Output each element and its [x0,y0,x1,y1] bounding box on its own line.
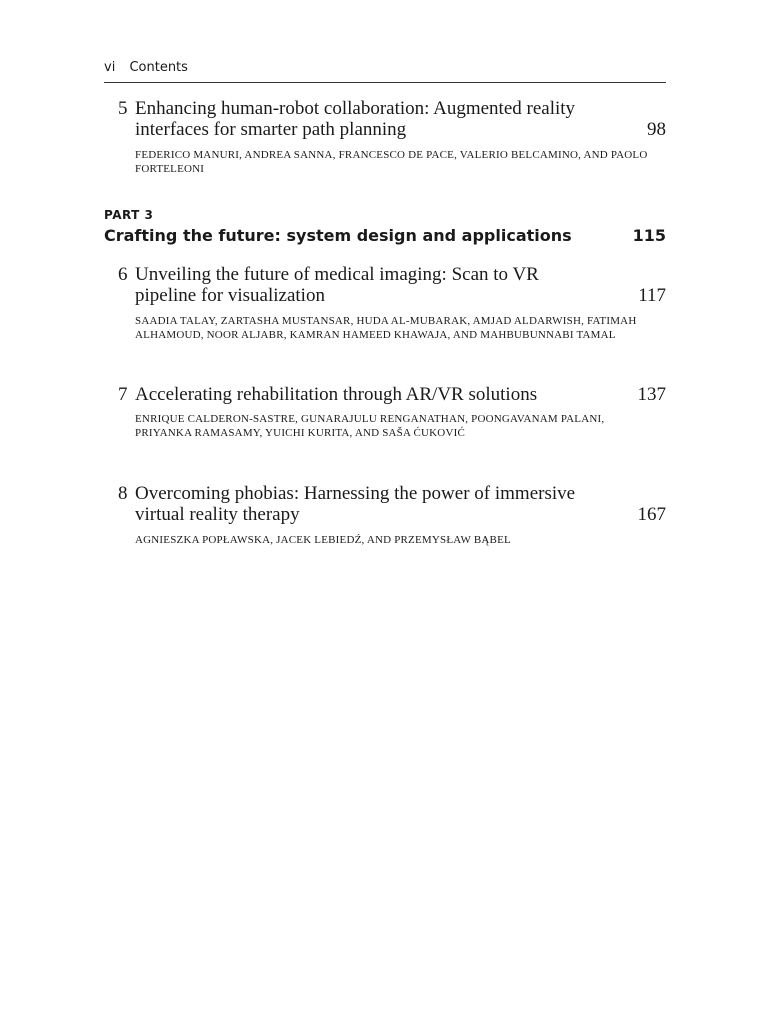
running-header [104,60,666,83]
chapter-title[interactable]: Overcoming phobias: Harnessing the power of immersive virtual reality therapy [135,483,576,525]
chapter-number: 7 [118,384,128,405]
chapter-title[interactable]: Unveiling the future of medical imaging: Scan to VR pipeline for visualization [135,264,539,306]
page-folio: vi [104,60,116,75]
running-title: Contents [129,60,188,75]
chapter-number: 8 [118,483,128,504]
part-page-number: 115 [632,226,666,245]
chapter-number: 6 [118,264,128,285]
chapter-authors: AGNIESZKA POPŁAWSKA, JACEK LEBIEDŹ, AND PRZEMYSŁAW BĄBEL [135,534,511,546]
chapter-page-number: 117 [638,285,666,306]
part-title[interactable]: Crafting the future: system design and applications [104,226,572,245]
chapter-authors: ENRIQUE CALDERON-SASTRE, GUNARAJULU RENGANATHAN, POONGAVANAM PALANI, PRIYANKA RAMASAMY, YUICHI KURITA, AND SAŠA ĆUKOVIĆ [135,413,605,439]
chapter-title[interactable]: Accelerating rehabilitation through AR/VR solutions [135,384,538,405]
chapter-page-number: 137 [637,384,666,405]
chapter-title[interactable]: Enhancing human-robot collaboration: Augmented reality interfaces for smarter path planning [135,98,576,140]
chapter-page-number: 98 [647,119,666,140]
part-label: PART 3 [104,208,154,222]
chapter-number: 5 [118,98,128,119]
chapter-authors: SAADIA TALAY, ZARTASHA MUSTANSAR, HUDA AL-MUBARAK, AMJAD ALDARWISH, FATIMAH ALHAMOUD, NOOR ALJABR, KAMRAN HAMEED KHAWAJA, AND MAHBUBUNNABI TAMAL [135,315,637,341]
chapter-page-number: 167 [637,504,666,525]
chapter-authors: FEDERICO MANURI, ANDREA SANNA, FRANCESCO DE PACE, VALERIO BELCAMINO, AND PAOLO FORTELEONI [135,149,648,175]
